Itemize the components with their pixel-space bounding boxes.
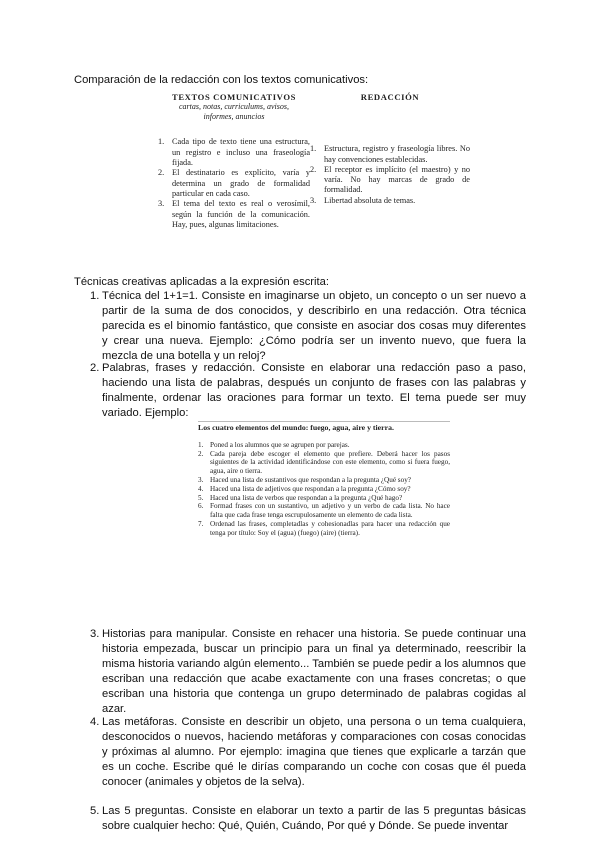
item-text: Cada tipo de texto tiene una estructura, un registro e incluso una fraseología fijada.: [172, 137, 310, 168]
item-number: 1.: [198, 440, 204, 449]
item-text: Cada pareja debe escoger el elemento que prefiere. Deberá hacer los pasos siguientes de la actividad identificándose con este elemento, como si fuera fuego, agua, aire o tierra.: [210, 449, 450, 476]
technique-item: [74, 289, 526, 361]
technique-item: [74, 804, 526, 834]
technique-number: 4.: [90, 716, 100, 728]
example-top-rule: [198, 421, 450, 422]
item-text: Formad frases con un sustantivo, un adjetivo y un verbo de cada lista. No hace falta que cada frase tenga escrupulosamente un elemento de cada lista.: [210, 502, 450, 520]
list-item: [310, 196, 470, 206]
example-item: [198, 520, 450, 538]
technique-number: 2.: [90, 362, 100, 374]
communicative-texts-subtitle: [158, 102, 310, 121]
item-number: 7.: [198, 519, 204, 528]
list-item: [158, 137, 310, 168]
technique-text: Historias para manipular. Consiste en rehacer una historia. Se puede continuar una historia empezada, buscar un principio para un final ya determinado, reescribir la misma historia variando algún elemento... También se puede pedir a los alumnos que escriban una redacción que acabe exactamente con una frases concretas; o que escriban una historia que contenga un grupo determinado de palabras cogidas al azar.: [102, 628, 526, 715]
list-item: [158, 199, 310, 230]
technique-text: Técnica del 1+1=1. Consiste en imaginarse un objeto, un concepto o un ser nuevo a partir de la suma de dos conocidos, y describirlo en una redacción. Otra técnica parecida es el binomio fantástico, que consiste en asociar dos cosas muy diferentes y crear una nueva. Ejemplo: ¿Cómo podría ser un invento nuevo, que fuera la mezcla de una botella y un reloj?: [102, 290, 526, 362]
technique-number: 5.: [90, 805, 100, 817]
technique-number: 1.: [90, 290, 100, 302]
technique-item: [74, 715, 526, 804]
item-number: 3.: [158, 199, 165, 209]
item-number: 2.: [158, 168, 165, 178]
redaction-title: REDACCIÓN: [360, 92, 420, 102]
page-heading: Comparación de la redacción con los textos comunicativos:: [74, 74, 369, 86]
techniques-title: Técnicas creativas aplicadas a la expresión escrita:: [74, 276, 329, 288]
technique-text: Las 5 preguntas. Consiste en elaborar un texto a partir de las 5 preguntas básicas sobre cualquier hecho: Qué, Quién, Cuándo, Por qué y Dónde. Se puede inventar: [102, 805, 526, 832]
list-item: [158, 168, 310, 199]
item-number: 2.: [198, 449, 204, 458]
item-number: 5.: [198, 493, 204, 502]
item-text: El destinatario es explícito, varía y determina un grado de formalidad particular en cada caso.: [172, 168, 310, 198]
item-number: 3.: [198, 475, 204, 484]
item-text: Haced una lista de adjetivos que respondan a la pregunta ¿Cómo soy?: [210, 484, 411, 493]
example-box: [198, 424, 450, 562]
technique-text: Las metáforas. Consiste en describir un objeto, una persona o un tema cualquiera, desconocidos o nuevos, haciendo metáforas y comparaciones con cosas conocidas y próximas al alumno. Por ejemplo: imagina que tienes que explicarle a tarzán que es un coche. Escribe qué le dirías comparando un coche con cosas que él pueda conocer (animales y objetos de la selva).: [102, 716, 526, 788]
technique-number: 3.: [90, 628, 100, 640]
item-number: 1.: [158, 137, 165, 147]
technique-text: Palabras, frases y redacción. Consiste en elaborar una redacción paso a paso, haciendo una lista de palabras, después un conjunto de frases con las palabras y finalmente, ordenar las oraciones para formar un texto. El tema puede ser muy variado. Ejemplo:: [102, 362, 526, 419]
example-item: [198, 502, 450, 520]
item-number: 1.: [310, 144, 317, 154]
item-text: Poned a los alumnos que se agrupen por parejas.: [210, 440, 350, 449]
example-list: [198, 441, 450, 538]
item-text: Haced una lista de sustantivos que respondan a la pregunta ¿Qué soy?: [210, 475, 411, 484]
item-text: El tema del texto es real o verosímil, según la función de la comunicación. Hay, pues, algunas limitaciones.: [172, 199, 310, 229]
item-text: Estructura, registro y fraseología libres. No hay convenciones establecidas.: [324, 144, 470, 164]
redaction-column: [310, 92, 470, 206]
communicative-texts-title: TEXTOS COMUNICATIVOS: [172, 92, 296, 102]
item-number: 2.: [310, 164, 317, 174]
communicative-texts-column: [158, 92, 310, 230]
item-number: 4.: [198, 484, 204, 493]
list-item: [310, 144, 470, 165]
item-number: 6.: [198, 502, 204, 511]
example-item: [198, 441, 450, 450]
communicative-texts-list: [158, 137, 310, 230]
subtitle-line-1: cartas, notas, curriculums, avisos,: [179, 102, 289, 112]
item-text: El receptor es implícito (el maestro) y no varía. No hay marcas de grado de formalidad.: [324, 164, 470, 195]
comparison-table: [158, 92, 470, 242]
example-item: [198, 450, 450, 476]
list-item: [310, 165, 470, 196]
example-item: [198, 485, 450, 494]
technique-item: [74, 627, 526, 715]
item-number: 3.: [310, 195, 317, 205]
example-item: [198, 476, 450, 485]
example-item: [198, 494, 450, 503]
example-title: Los cuatro elementos del mundo: fuego, agua, aire y tierra.: [198, 423, 394, 432]
item-text: Libertad absoluta de temas.: [324, 195, 416, 205]
redaction-list: [310, 144, 470, 206]
item-text: Haced una lista de verbos que respondan a la pregunta ¿Qué hago?: [210, 493, 403, 502]
subtitle-line-2: informes, anuncios: [203, 111, 265, 121]
item-text: Ordenad las frases, completadlas y cohesionadlas para hacer una redacción que tenga por título: Soy el (agua) (fuego) (aire) (tierra).: [210, 519, 450, 537]
